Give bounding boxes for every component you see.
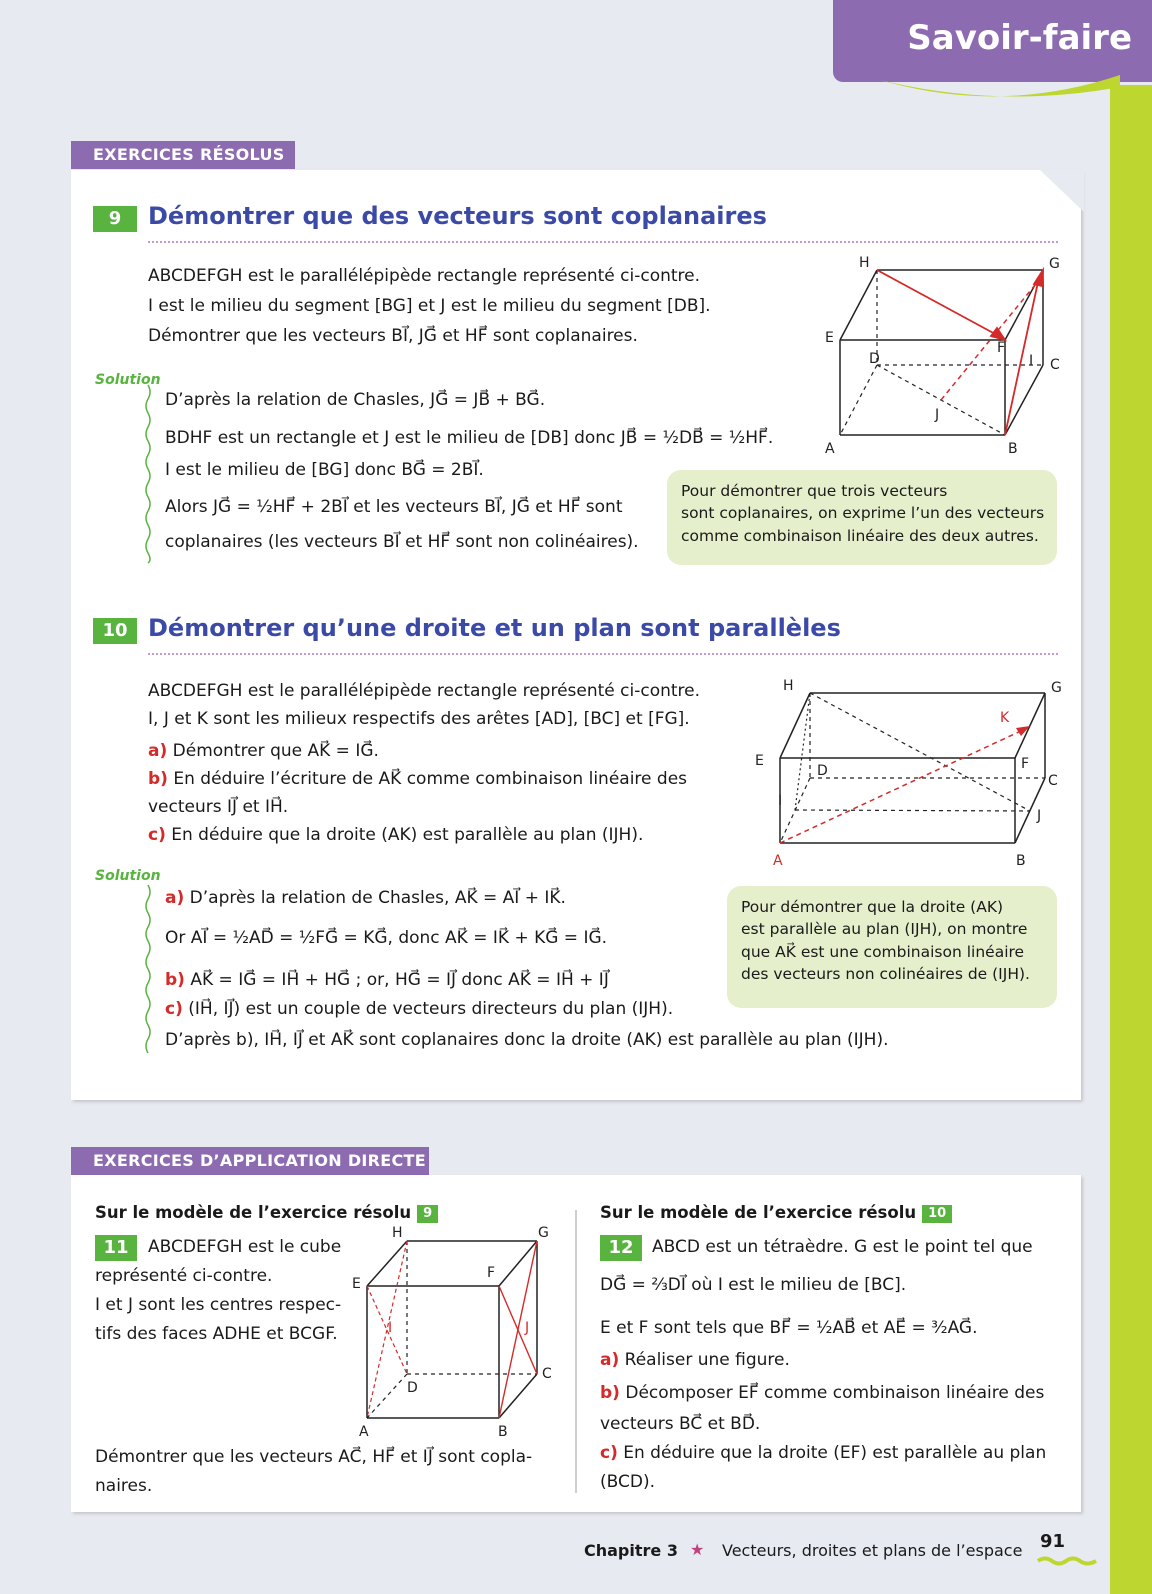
ex9-statement-line: Démontrer que les vecteurs BI⃗, JG⃗ et HF⃗ sont coplanaires. xyxy=(148,326,638,346)
vertex-label: K xyxy=(1000,710,1010,726)
vertex-label: G xyxy=(1051,680,1062,696)
ex12-question-b-cont: vecteurs BC⃗ et BD⃗. xyxy=(600,1414,761,1434)
side-color-bar xyxy=(1110,85,1152,1594)
vertex-label: J xyxy=(525,1320,530,1336)
vertex-label: I xyxy=(1029,353,1034,369)
vertex-label: I xyxy=(388,1320,393,1336)
solution-bracket xyxy=(143,385,153,563)
vertex-label: B xyxy=(498,1424,508,1440)
ex12-question-c-cont: (BCD). xyxy=(600,1472,655,1492)
vertex-label: E xyxy=(825,330,834,346)
title-underline xyxy=(148,241,1058,243)
ex9-tip-box xyxy=(667,470,1057,565)
exercise-number-10: 10 xyxy=(93,618,137,644)
vertex-label: D xyxy=(869,351,880,367)
ex12-statement-line: ABCD est un tétraèdre. G est le point tel que xyxy=(652,1237,1033,1257)
ex10-statement-line: I, J et K sont les milieux respectifs des arêtes [AD], [BC] et [FG]. xyxy=(148,709,690,729)
tip-line: sont coplanaires, on exprime l’un des vecteurs xyxy=(681,504,1045,523)
ex9-solution-line: D’après la relation de Chasles, JG⃗ = JB⃗ + BG⃗. xyxy=(165,390,546,410)
footer-chapter: Chapitre 3 xyxy=(584,1541,678,1560)
ex11-statement-line: ABCDEFGH est le cube xyxy=(148,1237,342,1257)
ex12-model-title: Sur le modèle de l’exercice résolu 10 xyxy=(600,1203,952,1223)
tip-line: Pour démontrer que trois vecteurs xyxy=(681,482,948,500)
vertex-label: H xyxy=(783,678,794,694)
ex10-solution-line: Or AI⃗ = ½AD⃗ = ½FG⃗ = KG⃗, donc AK⃗ = IK⃗ + KG⃗ = IG⃗. xyxy=(165,928,608,948)
resolved-exercises-tag: EXERCICES RÉSOLUS xyxy=(71,141,295,169)
ex10-solution-b: b) AK⃗ = IG⃗ = IH⃗ + HG⃗ ; or, HG⃗ = IJ⃗ donc AK⃗ = IH⃗ + IJ⃗ xyxy=(165,970,609,990)
vertex-label: A xyxy=(359,1424,369,1440)
ex10-question-b: b) En déduire l’écriture de AK⃗ comme combinaison linéaire des xyxy=(148,769,688,789)
ex9-statement-line: I est le milieu du segment [BG] et J est le milieu du segment [DB]. xyxy=(148,296,711,316)
vertex-label: A xyxy=(773,853,783,869)
ex10-tip-box xyxy=(727,886,1057,1008)
vertex-label: F xyxy=(1021,756,1030,772)
ex12-question-a: a) Réaliser une figure. xyxy=(600,1350,790,1370)
vertex-label: D xyxy=(407,1380,418,1396)
ex10-solution-c: c) (IH⃗, IJ⃗) est un couple de vecteurs directeurs du plan (IJH). xyxy=(165,999,674,1019)
tip-line: que AK⃗ est une combinaison linéaire xyxy=(741,942,1025,961)
ex12-statement-line: E et F sont tels que BF⃗ = ½AB⃗ et AE⃗ = ³⁄₂AG⃗. xyxy=(600,1318,978,1338)
vertex-label: F xyxy=(997,340,1006,356)
solution-bracket xyxy=(143,885,153,1055)
vertex-label: G xyxy=(538,1225,549,1241)
vertex-label: B xyxy=(1016,853,1026,869)
vertex-label: H xyxy=(392,1225,403,1241)
ex10-parallelepiped-figure xyxy=(755,678,1065,873)
exercise-title-10: Démontrer qu’une droite et un plan sont parallèles xyxy=(148,614,841,642)
exercise-title-9: Démontrer que des vecteurs sont coplanaires xyxy=(148,202,767,230)
page-number-underline xyxy=(1038,1556,1096,1566)
model-number-badge: 10 xyxy=(922,1205,952,1223)
vertex-label: J xyxy=(935,407,940,423)
ex11-statement-line: I et J sont les centres respec- xyxy=(95,1295,342,1315)
vertex-label: J xyxy=(1037,808,1042,824)
ex9-statement-line: ABCDEFGH est le parallélépipède rectangle représenté ci-contre. xyxy=(148,266,701,286)
title-underline xyxy=(148,653,1058,655)
page-number: 91 xyxy=(1040,1531,1066,1552)
direct-exercises-tag: EXERCICES D’APPLICATION DIRECTE xyxy=(71,1147,429,1175)
ex10-solution-a: a) D’après la relation de Chasles, AK⃗ = AI⃗ + IK⃗. xyxy=(165,888,566,908)
ex10-question-a: a) Démontrer que AK⃗ = IG⃗. xyxy=(148,741,379,761)
ex11-cube-figure xyxy=(352,1226,562,1440)
ex11-question-line: Démontrer que les vecteurs AC⃗, HF⃗ et IJ⃗ sont copla- xyxy=(95,1447,533,1467)
ex9-parallelepiped-figure xyxy=(825,255,1065,465)
ex9-solution-line: Alors JG⃗ = ½HF⃗ + 2BI⃗ et les vecteurs BI⃗, JG⃗ et HF⃗ sont xyxy=(165,497,623,517)
ex11-statement-line: tifs des faces ADHE et BCGF. xyxy=(95,1324,338,1344)
ex12-question-b: b) Décomposer EF⃗ comme combinaison linéaire des xyxy=(600,1383,1045,1403)
vertex-label: E xyxy=(755,753,764,769)
model-number-badge: 9 xyxy=(417,1205,438,1223)
ex9-solution-line: coplanaires (les vecteurs BI⃗ et HF⃗ sont non colinéaires). xyxy=(165,532,639,552)
column-divider xyxy=(575,1210,577,1493)
ex9-solution-line: BDHF est un rectangle et J est le milieu de [DB] donc JB⃗ = ½DB⃗ = ½HF⃗. xyxy=(165,428,774,448)
solution-label: Solution xyxy=(95,372,161,388)
ex11-statement-line: représenté ci-contre. xyxy=(95,1266,273,1286)
exercise-number-11: 11 xyxy=(95,1235,137,1261)
ex9-solution-line: I est le milieu de [BG] donc BG⃗ = 2BI⃗. xyxy=(165,460,484,480)
tip-line: est parallèle au plan (IJH), on montre xyxy=(741,920,1028,939)
ex11-question-line: naires. xyxy=(95,1476,153,1496)
vertex-label: C xyxy=(1050,357,1060,373)
vertex-label: A xyxy=(825,441,835,457)
tip-line: comme combinaison linéaire des deux autres. xyxy=(681,526,1039,545)
footer-chapter-title: Vecteurs, droites et plans de l’espace xyxy=(722,1541,1023,1560)
vertex-label: I xyxy=(778,793,783,809)
solution-label: Solution xyxy=(95,868,161,884)
ex12-statement-line: DG⃗ = ⅔DI⃗ où I est le milieu de [BC]. xyxy=(600,1275,907,1295)
vertex-label: H xyxy=(859,255,870,271)
section-tab xyxy=(833,0,1152,82)
exercise-number-9: 9 xyxy=(93,206,137,232)
vertex-label: F xyxy=(487,1265,496,1281)
ex11-model-title: Sur le modèle de l’exercice résolu 9 xyxy=(95,1203,438,1223)
tip-line: des vecteurs non colinéaires de (IJH). xyxy=(741,965,1030,984)
tip-line: Pour démontrer que la droite (AK) xyxy=(741,898,1004,916)
vertex-label: B xyxy=(1008,441,1018,457)
vertex-label: C xyxy=(1048,773,1058,789)
ex10-solution-line: D’après b), IH⃗, IJ⃗ et AK⃗ sont coplanaires donc la droite (AK) est parallèle au plan (IJH). xyxy=(165,1030,889,1050)
vertex-label: G xyxy=(1049,256,1060,272)
panel-corner-cut xyxy=(1040,168,1084,212)
exercise-number-12: 12 xyxy=(600,1235,642,1261)
ex10-question-c: c) En déduire que la droite (AK) est parallèle au plan (IJH). xyxy=(148,825,644,845)
vertex-label: E xyxy=(352,1276,361,1292)
ex12-question-c: c) En déduire que la droite (EF) est parallèle au plan xyxy=(600,1443,1047,1463)
footer-star-icon: ★ xyxy=(690,1540,705,1559)
swoosh-decoration xyxy=(880,75,1120,105)
ex10-question-b-cont: vecteurs IJ⃗ et IH⃗. xyxy=(148,797,289,817)
section-title: Savoir-faire xyxy=(907,18,1132,58)
vertex-label: D xyxy=(817,763,828,779)
ex10-statement-line: ABCDEFGH est le parallélépipède rectangle représenté ci-contre. xyxy=(148,681,701,701)
vertex-label: C xyxy=(542,1366,552,1382)
